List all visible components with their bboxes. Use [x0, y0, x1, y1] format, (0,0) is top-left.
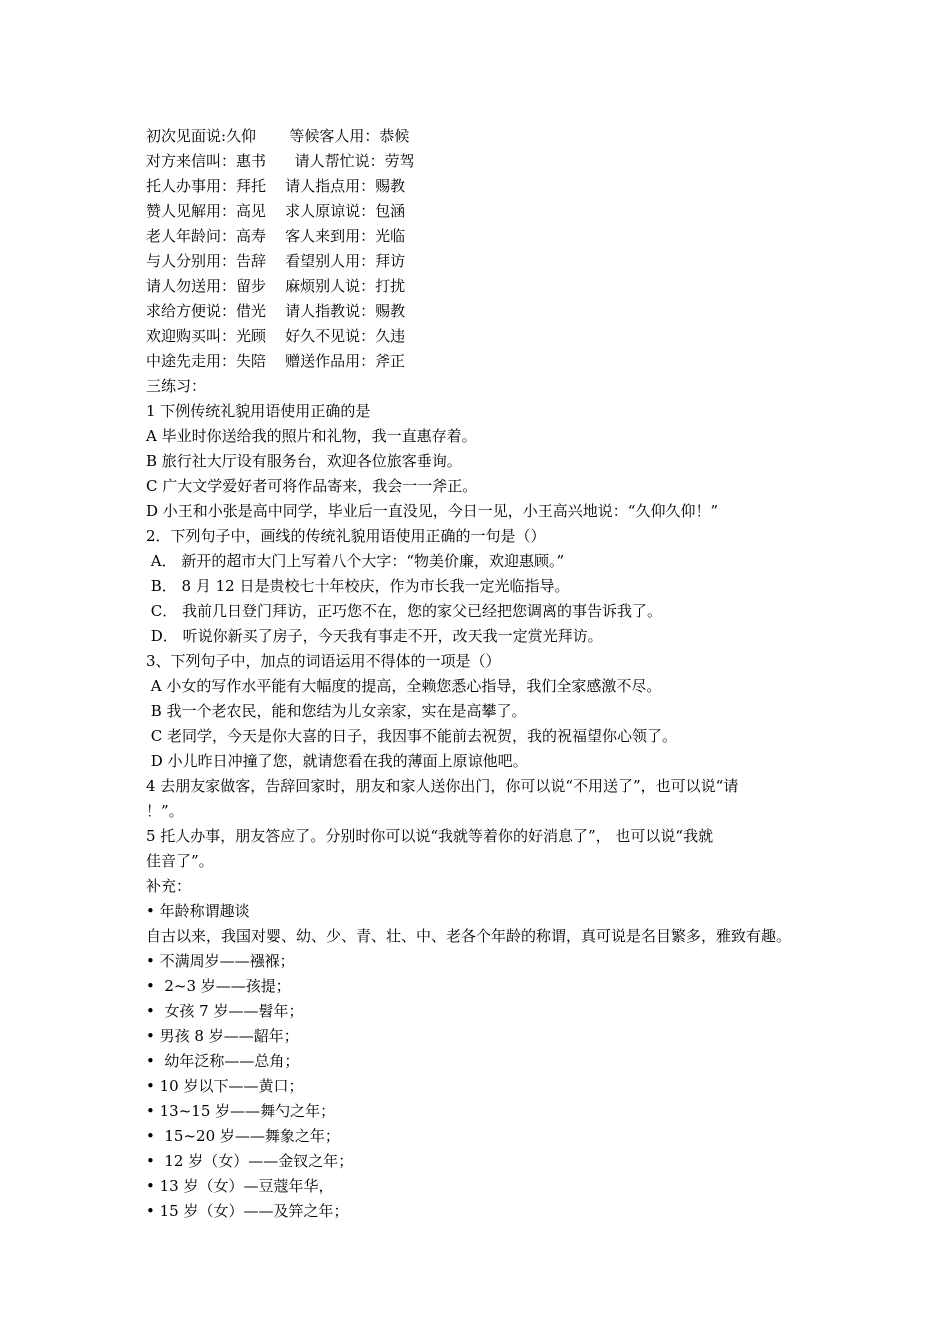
question-2-option-c: C． 我前几日登门拜访，正巧您不在，您的家父已经把您调离的事告诉我了。 [146, 602, 663, 620]
text-line-4: 赞人见解用：高见 求人原谅说：包涵 [146, 202, 406, 220]
question-4-continued: ！”。 [146, 802, 184, 820]
text-line-8: 求给方便说：借光 请人指教说：赐教 [146, 302, 406, 320]
document-page [146, 124, 826, 1224]
text-line-2: 对方来信叫：惠书 请人帮忙说：劳驾 [146, 152, 415, 170]
section-heading-supplement: 补充： [146, 877, 192, 895]
question-1-option-d: D 小王和小张是高中同学，毕业后一直没见，今日一见，小王高兴地说：“久仰久仰！” [146, 502, 719, 520]
question-3-option-b: B 我一个老农民，能和您结为儿女亲家，实在是高攀了。 [146, 702, 527, 720]
list-item: • 女孩 7 岁——髫年； [146, 1002, 304, 1020]
text-line-10: 中途先走用：失陪 赠送作品用：斧正 [146, 352, 406, 370]
text-line-7: 请人勿送用：留步 麻烦别人说：打扰 [146, 277, 406, 295]
question-2-option-d: D． 听说你新买了房子，今天我有事走不开，改天我一定赏光拜访。 [146, 627, 603, 645]
question-1-option-b: B 旅行社大厅设有服务台，欢迎各位旅客垂询。 [146, 452, 462, 470]
list-item: • 12 岁（女）——金钗之年； [146, 1152, 354, 1170]
question-1: 1 下例传统礼貌用语使用正确的是 [146, 402, 371, 420]
text-line-3: 托人办事用：拜托 请人指点用：赐教 [146, 177, 406, 195]
list-item: • 13 岁（女）—豆蔻年华， [146, 1177, 334, 1195]
question-3: 3、下列句子中，加点的词语运用不得体的一项是（） [146, 652, 501, 670]
question-2: 2．下列句子中，画线的传统礼貌用语使用正确的一句是（） [146, 527, 546, 545]
section-heading-practice: 三练习： [146, 377, 207, 395]
question-3-option-a: A 小女的写作水平能有大幅度的提高，全赖您悉心指导，我们全家感激不尽。 [146, 677, 662, 695]
question-5-continued: 佳音了”。 [146, 852, 214, 870]
question-4: 4 去朋友家做客，告辞回家时，朋友和家人送你出门，你可以说“不用送了”，也可以说“请 [146, 777, 739, 795]
text-line-6: 与人分别用：告辞 看望别人用：拜访 [146, 252, 406, 270]
list-item: • 不满周岁——襁褓； [146, 952, 295, 970]
list-item: • 年龄称谓趣谈 [146, 902, 250, 920]
list-item: • 10 岁以下——黄口； [146, 1077, 304, 1095]
list-item: • 2~3 岁——孩提； [146, 977, 291, 995]
list-item: • 15 岁（女）——及笄之年； [146, 1202, 349, 1220]
list-item: • 13~15 岁——舞勺之年； [146, 1102, 336, 1120]
paragraph: 自古以来，我国对婴、幼、少、青、壮、中、老各个年龄的称谓，真可说是名目繁多，雅致有趣。 [146, 927, 792, 945]
list-item: • 幼年泛称——总角； [146, 1052, 300, 1070]
list-item: • 15~20 岁——舞象之年； [146, 1127, 340, 1145]
question-5: 5 托人办事，朋友答应了。分别时你可以说“我就等着你的好消息了”， 也可以说“我就 [146, 827, 714, 845]
text-line-1: 初次见面说:久仰 等候客人用：恭候 [146, 127, 410, 145]
question-1-option-c: C 广大文学爱好者可将作品寄来，我会一一斧正。 [146, 477, 478, 495]
question-3-option-d: D 小儿昨日冲撞了您，就请您看在我的薄面上原谅他吧。 [146, 752, 528, 770]
text-line-5: 老人年龄问：高寿 客人来到用：光临 [146, 227, 406, 245]
text-line-9: 欢迎购买叫：光顾 好久不见说：久违 [146, 327, 406, 345]
question-2-option-a: A． 新开的超市大门上写着八个大字：“物美价廉，欢迎惠顾。” [146, 552, 565, 570]
list-item: • 男孩 8 岁——龆年； [146, 1027, 299, 1045]
question-3-option-c: C 老同学，今天是你大喜的日子，我因事不能前去祝贺，我的祝福望你心领了。 [146, 727, 678, 745]
question-1-option-a: A 毕业时你送给我的照片和礼物，我一直惠存着。 [146, 427, 477, 445]
question-2-option-b: B． 8 月 12 日是贵校七十年校庆，作为市长我一定光临指导。 [146, 577, 570, 595]
